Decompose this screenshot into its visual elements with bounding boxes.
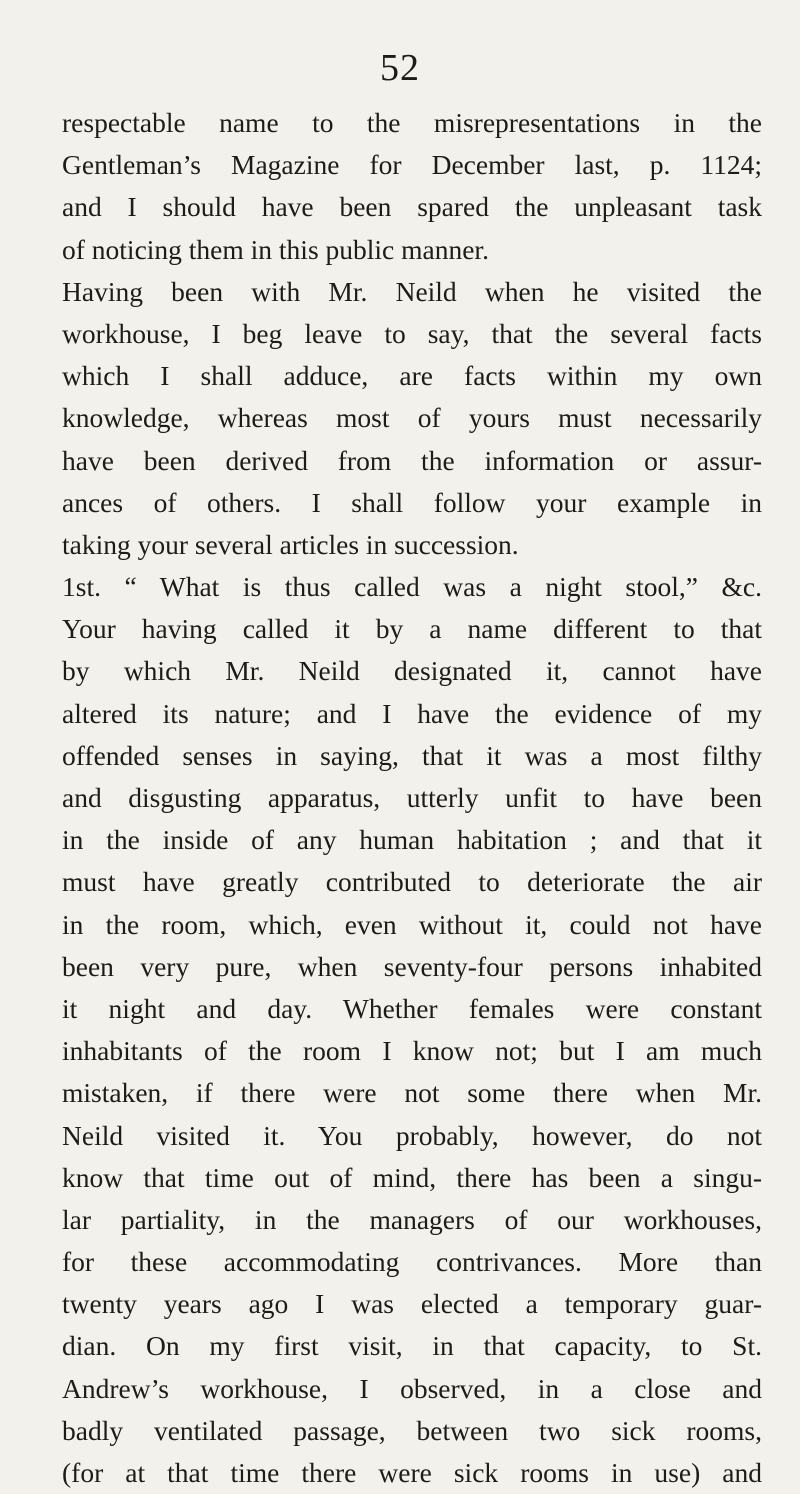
- text-line: in the inside of any human habitation ; and that it: [62, 824, 762, 856]
- text-line: Gentleman’s Magazine for December last, p. 1124;: [62, 149, 762, 181]
- text-line: inhabitants of the room I know not; but I am much: [62, 1035, 762, 1067]
- text-line: Having been with Mr. Neild when he visited the: [62, 275, 762, 307]
- text-line: 1st. “ What is thus called was a night stool,” &c.: [62, 571, 762, 603]
- text-line: Your having called it by a name different to that: [62, 613, 762, 645]
- text-line: twenty years ago I was elected a temporary guar-: [62, 1288, 762, 1320]
- text-line: ances of others. I shall follow your example in: [62, 486, 762, 518]
- text-line: Andrew’s workhouse, I observed, in a close and: [62, 1372, 762, 1404]
- text-line: knowledge, whereas most of yours must necessarily: [62, 402, 762, 434]
- text-line: dian. On my first visit, in that capacity, to St.: [62, 1330, 762, 1362]
- text-line: been very pure, when seventy-four persons inhabited: [62, 950, 762, 982]
- text-line: must have greatly contributed to deteriorate the air: [62, 866, 762, 898]
- text-line: workhouse, I beg leave to say, that the several facts: [62, 317, 762, 349]
- text-line: and disgusting apparatus, utterly unfit to have been: [62, 782, 762, 813]
- text-line: of noticing them in this public manner.: [62, 233, 489, 265]
- text-line: offended senses in saying, that it was a most filthy: [62, 739, 762, 771]
- text-line: know that time out of mind, there has been a singu-: [62, 1161, 762, 1193]
- text-line: in the room, which, even without it, could not have: [62, 908, 762, 940]
- text-line: which I shall adduce, are facts within my own: [62, 360, 762, 392]
- text-line: (for at that time there were sick rooms in use) and: [62, 1457, 762, 1488]
- text-line: by which Mr. Neild designated it, cannot have: [62, 655, 762, 687]
- text-line: have been derived from the information or assur-: [62, 444, 762, 476]
- text-line: mistaken, if there were not some there when Mr.: [62, 1077, 762, 1109]
- text-line: and I should have been spared the unpleasant task: [62, 191, 762, 223]
- text-line: respectable name to the misrepresentations in the: [62, 107, 762, 138]
- body-text: [62, 102, 762, 1494]
- text-line: for these accommodating contrivances. More than: [62, 1246, 762, 1278]
- text-line: badly ventilated passage, between two sick rooms,: [62, 1414, 762, 1446]
- text-line: lar partiality, in the managers of our workhouses,: [62, 1203, 762, 1235]
- text-line: taking your several articles in succession.: [62, 528, 519, 560]
- text-line: it night and day. Whether females were constant: [62, 992, 762, 1024]
- page-number: 52: [380, 47, 420, 89]
- text-line: altered its nature; and I have the evidence of my: [62, 697, 762, 729]
- text-line: Neild visited it. You probably, however, do not: [62, 1119, 762, 1151]
